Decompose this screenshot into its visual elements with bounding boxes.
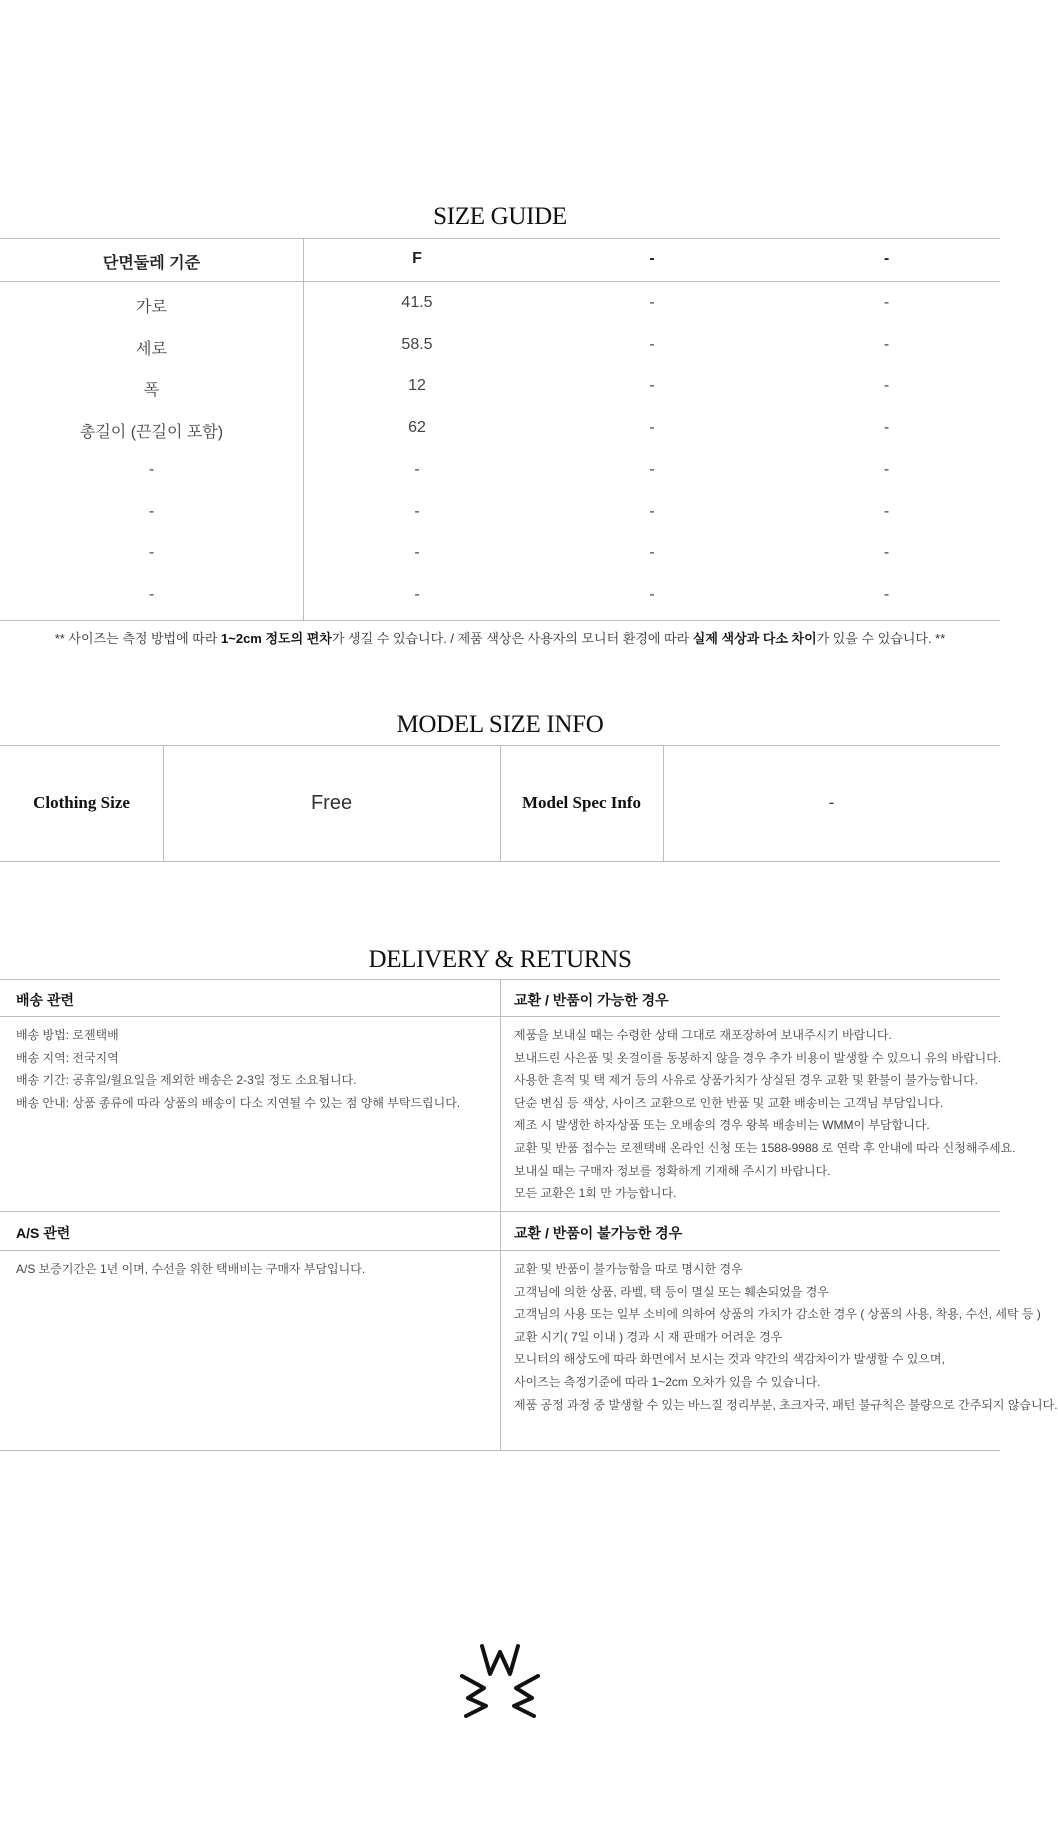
size-row-label: 세로: [136, 341, 167, 358]
size-row-value-1: 62: [408, 419, 426, 436]
size-row-label: -: [148, 586, 155, 603]
list-item: A/S 보증기간은 1년 이며, 수선을 위한 택배비는 구매자 부담입니다.: [16, 1262, 366, 1276]
size-row-value-2: -: [649, 336, 655, 353]
list-item: 모니터의 해상도에 따라 화면에서 보시는 것과 약간의 색감차이가 발생할 수 있으며,: [514, 1352, 945, 1367]
model-spec-label: Model Spec Info: [522, 793, 641, 812]
list-item: 단순 변심 등 색상, 사이즈 교환으로 인한 반품 및 교환 배송비는 고객님 부담입니다.: [514, 1095, 944, 1110]
list-item: 제품을 보내실 때는 수령한 상태 그대로 재포장하여 보내주시기 바랍니다.: [514, 1028, 892, 1042]
list-item: 교환 시기( 7일 이내 ) 경과 시 재 판매가 어려운 경우: [514, 1329, 783, 1344]
size-note-bold-color: 실제 색상과 다소 차이: [692, 631, 817, 646]
model-spec-value: -: [828, 793, 835, 812]
list-item: 배송 지역: 전국지역: [16, 1050, 119, 1065]
list-item: 고객님에 의한 상품, 라벨, 택 등이 멸실 또는 훼손되었을 경우: [514, 1284, 829, 1299]
size-row-value-1: 12: [408, 377, 426, 394]
list-item: 배송 안내: 상품 종류에 따라 상품의 배송이 다소 지연될 수 있는 점 양해 부탁드립니다.: [16, 1095, 461, 1110]
size-row-value-3: -: [883, 461, 890, 478]
list-item: 제품 공정 과정 중 발생할 수 있는 바느질 정리부분, 초크자국, 패턴 불규칙은 불량으로 간주되지 않습니다.: [514, 1397, 1058, 1412]
size-row-value-3: -: [883, 377, 890, 394]
size-row-value-1: -: [414, 586, 420, 603]
size-row-value-3: -: [883, 586, 890, 603]
size-row-label: 폭: [143, 382, 160, 399]
list-item: 배송 방법: 로젠택배: [16, 1028, 119, 1042]
size-note-bold-deviation: 1~2cm 정도의 편차: [221, 631, 332, 646]
delivery-table-bottom-border: [0, 1450, 1000, 1451]
size-row-label: -: [148, 544, 155, 561]
model-spec-value-cell: [663, 745, 1000, 861]
size-guide-table: [0, 238, 1000, 621]
size-guide-note: [0, 628, 1000, 647]
exchange-possible-heading: 교환 / 반품이 가능한 경우: [514, 992, 669, 1008]
size-row-value-3: -: [883, 503, 890, 520]
clothing-size-value-cell: [163, 745, 500, 861]
size-row-value-2: -: [649, 544, 655, 561]
size-row-value-2: -: [649, 461, 655, 478]
as-info-list: [16, 1258, 365, 1281]
size-row-value-1: 41.5: [401, 294, 433, 311]
size-row-value-2: -: [649, 503, 655, 520]
shipping-heading: 배송 관련: [16, 992, 74, 1008]
list-item: 사용한 흔적 및 택 제거 등의 사유로 상품가치가 상실된 경우 교환 및 환불이 불가능합니다.: [514, 1073, 978, 1088]
size-note-suffix: 가 있을 수 있습니다. **: [816, 631, 946, 646]
model-size-title: MODEL SIZE INFO: [396, 711, 604, 738]
size-row-value-3: -: [883, 294, 890, 311]
clothing-size-label-cell: [0, 745, 163, 861]
list-item: 배송 기간: 공휴일/월요일을 제외한 배송은 2-3일 정도 소요됩니다.: [16, 1073, 357, 1088]
size-header-col-1: F: [412, 250, 422, 267]
size-row-value-2: -: [649, 419, 655, 436]
size-row-label: 총길이 (끈길이 포함): [79, 424, 224, 441]
size-table-bottom-border: [0, 620, 1000, 621]
size-row-value-2: -: [649, 586, 655, 603]
size-row-label: -: [148, 503, 155, 520]
wmm-logo-icon: [454, 1638, 546, 1722]
exchange-impossible-heading: 교환 / 반품이 불가능한 경우: [514, 1225, 683, 1241]
size-table-header-border: [0, 281, 1000, 282]
list-item: 고객님의 사용 또는 일부 소비에 의하여 상품의 가치가 감소한 경우 ( 상품의 사용, 착용, 수선, 세탁 등 ): [514, 1307, 1041, 1322]
shipping-info-list: [16, 1024, 460, 1114]
exchange-impossible-list: [514, 1258, 1058, 1416]
delivery-column-divider: [500, 979, 501, 1450]
list-item: 교환 및 반품이 불가능함을 따로 명시한 경우: [514, 1262, 743, 1276]
clothing-size-value: Free: [310, 791, 353, 814]
size-row-value-3: -: [883, 544, 890, 561]
size-note-prefix: ** 사이즈는 측정 방법에 따라: [54, 631, 222, 646]
list-item: 제조 시 발생한 하자상품 또는 오배송의 경우 왕복 배송비는 WMM이 부담합니다.: [514, 1118, 930, 1133]
model-spec-label-cell: [500, 745, 663, 861]
size-table-header-row: [0, 250, 1000, 270]
size-row-value-1: -: [414, 503, 420, 520]
size-row-label: -: [148, 461, 155, 478]
size-header-col-3: -: [883, 250, 890, 267]
size-row-value-3: -: [883, 336, 890, 353]
size-row-value-1: -: [414, 461, 420, 478]
delivery-returns-title: DELIVERY & RETURNS: [368, 946, 632, 973]
list-item: 모든 교환은 1회 만 가능합니다.: [514, 1186, 677, 1201]
list-item: 교환 및 반품 접수는 로젠택배 온라인 신청 또는 1588-9988 로 연락 후 안내에 따라 신청해주세요.: [514, 1140, 1016, 1155]
model-table-bottom-border: [0, 861, 1000, 862]
size-row-value-1: 58.5: [401, 336, 433, 353]
size-row-value-1: -: [414, 544, 420, 561]
size-row-value-2: -: [649, 294, 655, 311]
size-note-middle: 가 생길 수 있습니다. / 제품 색상은 사용자의 모니터 환경에 따라: [331, 631, 693, 646]
size-row-value-3: -: [883, 419, 890, 436]
size-header-basis: 단면둘레 기준: [102, 255, 201, 272]
clothing-size-label: Clothing Size: [33, 793, 130, 812]
size-header-col-2: -: [649, 250, 655, 267]
list-item: 보내드린 사은품 및 옷걸이를 동봉하지 않을 경우 추가 비용이 발생할 수 있으니 유의 바랍니다.: [514, 1050, 1002, 1065]
size-guide-title: SIZE GUIDE: [433, 203, 567, 230]
size-row-label: 가로: [136, 299, 167, 316]
list-item: 보내실 때는 구매자 정보를 정확하게 기재해 주시기 바랍니다.: [514, 1163, 831, 1178]
size-row-value-2: -: [649, 377, 655, 394]
list-item: 사이즈는 측정기준에 따라 1~2cm 오차가 있을 수 있습니다.: [514, 1374, 821, 1389]
as-heading: A/S 관련: [16, 1225, 71, 1241]
exchange-possible-list: [514, 1024, 1016, 1205]
